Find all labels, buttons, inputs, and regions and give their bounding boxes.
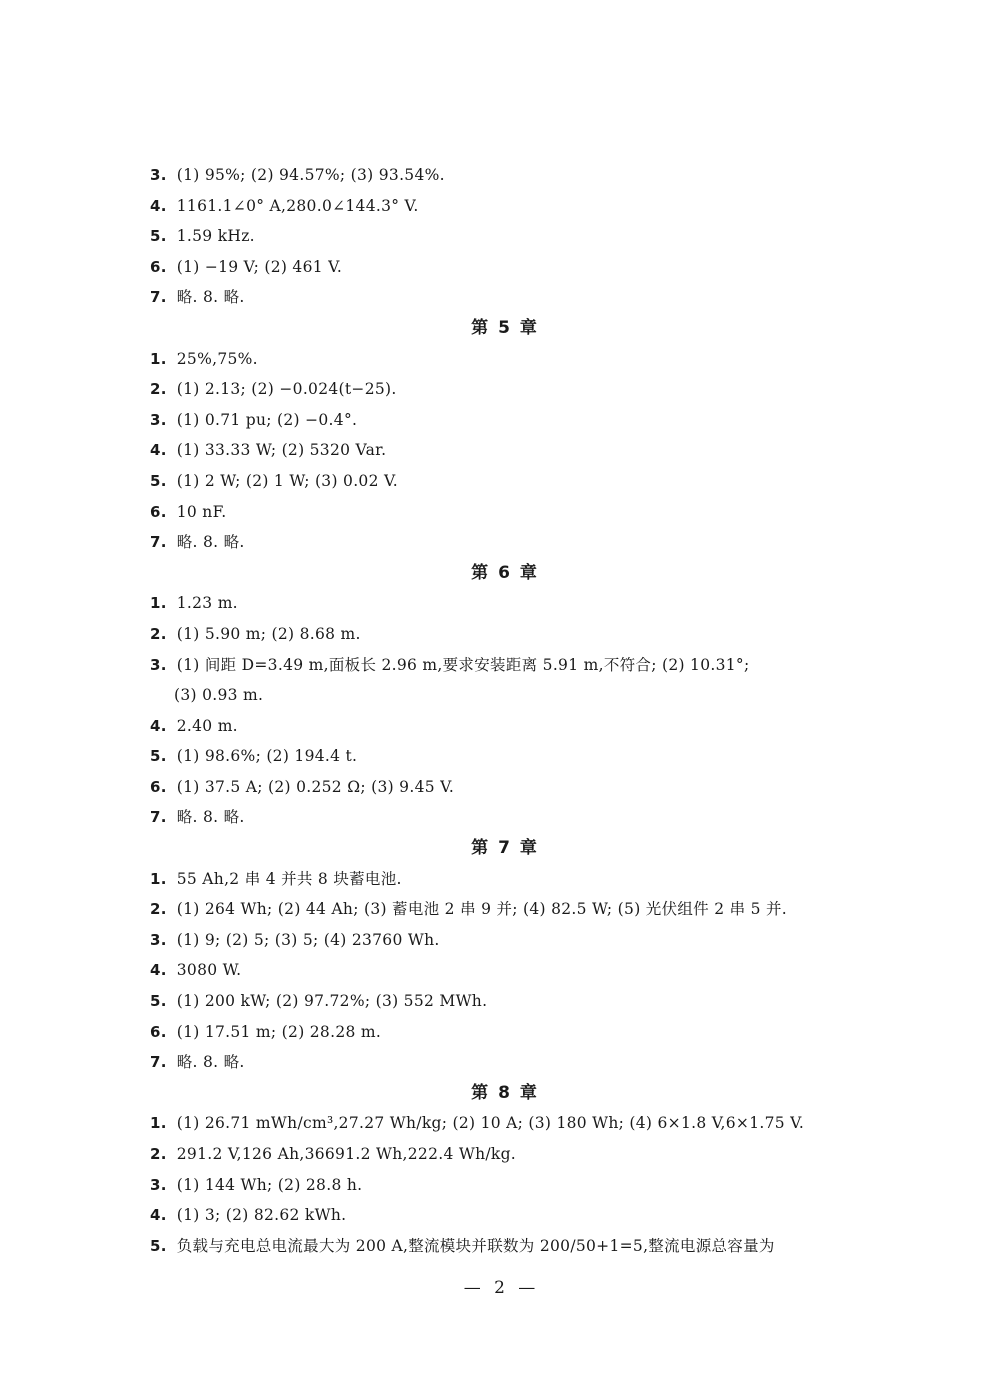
answer-number: 5. (150, 992, 167, 1011)
answer-number: 6. (150, 257, 167, 276)
answer-number: 6. (150, 1022, 167, 1041)
answer-number: 2. (150, 380, 167, 399)
answer-item (150, 497, 860, 528)
answer-number: 2. (150, 624, 167, 643)
answer-text: 略. 8. 略. (176, 1053, 245, 1072)
chapter-heading: 第 7 章 (471, 838, 539, 859)
answer-number: 4. (150, 196, 167, 215)
answer-number: 3. (150, 1175, 167, 1194)
answer-text: 略. 8. 略. (176, 288, 245, 307)
answer-number: 5. (150, 227, 167, 246)
answer-item (150, 282, 860, 313)
answer-item (150, 650, 860, 681)
answer-number: 1. (150, 594, 167, 613)
answer-number: 4. (150, 716, 167, 735)
answer-item (150, 435, 860, 466)
answer-number: 2. (150, 1145, 167, 1163)
answer-item (150, 1139, 860, 1170)
answer-text: 1161.1∠0° A,280.0∠144.3° V. (176, 196, 419, 215)
answer-text: (1) 37.5 A; (2) 0.252 Ω; (3) 9.45 V. (176, 777, 455, 796)
answer-item (150, 1017, 860, 1048)
answer-item (150, 1170, 860, 1201)
answer-item (150, 191, 860, 222)
answer-number: 6. (150, 777, 167, 796)
answer-number: 5. (150, 471, 167, 490)
answer-item (150, 405, 860, 436)
answer-text: (1) 2.13; (2) −0.024(t−25). (176, 380, 397, 399)
answer-number: 6. (150, 502, 167, 521)
answer-text: (1) 9; (2) 5; (3) 5; (4) 23760 Wh. (176, 930, 440, 949)
answer-number: 7. (150, 1053, 167, 1072)
answer-item (150, 955, 860, 986)
answer-item (150, 619, 860, 650)
answer-item (150, 864, 860, 895)
answer-text: 25%,75%. (176, 349, 258, 368)
answer-number: 7. (150, 808, 167, 827)
answer-text: (1) −19 V; (2) 461 V. (176, 257, 343, 276)
answer-text: (1) 98.6%; (2) 194.4 t. (176, 747, 358, 766)
answer-text: (1) 2 W; (2) 1 W; (3) 0.02 V. (176, 471, 398, 490)
answer-number: 7. (150, 288, 167, 307)
answer-text: 略. 8. 略. (176, 808, 245, 827)
page-number: — 2 — (463, 1278, 540, 1298)
answer-text: (1) 264 Wh; (2) 44 Ah; (3) 蓄电池 2 串 9 并; (4) 82.5 W; (5) 光伏组件 2 串 5 并. (176, 900, 788, 919)
answer-text: (1) 0.71 pu; (2) −0.4°. (176, 410, 358, 429)
answer-number: 4. (150, 441, 167, 460)
answer-number: 1. (150, 349, 167, 368)
answer-item (150, 527, 860, 558)
chapter-heading: 第 6 章 (471, 562, 539, 583)
answer-number: 3. (150, 930, 167, 949)
answer-number: 4. (150, 961, 167, 980)
answer-number: 7. (150, 533, 167, 552)
answer-item (150, 160, 860, 191)
answer-item (150, 772, 860, 803)
answer-number: 1. (150, 1114, 167, 1133)
answer-item (150, 221, 860, 252)
answer-item (150, 1200, 860, 1231)
answer-item (150, 986, 860, 1017)
answer-item (150, 711, 860, 742)
answer-item (150, 466, 860, 497)
answer-item (150, 374, 860, 405)
answer-number: 3. (150, 410, 167, 429)
answer-text: (1) 26.71 mWh/cm³,27.27 Wh/kg; (2) 10 A; (3) 180 Wh; (4) 6×1.8 V,6×1.75 V. (176, 1114, 805, 1133)
answer-item (150, 802, 860, 833)
answer-text: (1) 17.51 m; (2) 28.28 m. (176, 1022, 382, 1041)
answer-number: 5. (150, 747, 167, 766)
chapter-heading: 第 8 章 (471, 1082, 539, 1103)
answer-item (150, 1231, 860, 1262)
answer-text: (1) 95%; (2) 94.57%; (3) 93.54%. (176, 166, 445, 184)
answer-text: 10 nF. (176, 502, 227, 521)
answer-text: 291.2 V,126 Ah,36691.2 Wh,222.4 Wh/kg. (176, 1145, 517, 1163)
answer-number: 5. (150, 1236, 167, 1255)
answer-item (150, 1108, 860, 1139)
answer-number: 2. (150, 900, 167, 919)
answer-item (150, 741, 860, 772)
answer-list (150, 160, 860, 1261)
chapter-heading: 第 5 章 (471, 317, 539, 338)
answer-item (150, 1047, 860, 1078)
answer-text: (1) 间距 D=3.49 m,面板长 2.96 m,要求安装距离 5.91 m,不符合; (2) 10.31°; (176, 655, 750, 674)
answer-text: (1) 3; (2) 82.62 kWh. (176, 1206, 347, 1225)
answer-text: 2.40 m. (176, 716, 238, 735)
answer-text: (1) 144 Wh; (2) 28.8 h. (176, 1175, 363, 1194)
answer-number: 1. (150, 869, 167, 888)
answer-continuation: (3) 0.93 m. (174, 686, 264, 705)
answer-item (150, 925, 860, 956)
answer-text: 3080 W. (176, 961, 242, 980)
answer-number: 3. (150, 655, 167, 674)
answer-number: 3. (150, 166, 167, 184)
answer-text: 55 Ah,2 串 4 并共 8 块蓄电池. (176, 869, 402, 888)
answer-item (150, 252, 860, 283)
answer-item (150, 588, 860, 619)
answer-item (150, 894, 860, 925)
answer-text: 1.59 kHz. (176, 227, 255, 246)
answer-text: 略. 8. 略. (176, 533, 245, 552)
answer-text: 1.23 m. (176, 594, 238, 613)
answer-item (150, 344, 860, 375)
answer-text: (1) 5.90 m; (2) 8.68 m. (176, 624, 361, 643)
answer-text: 负载与充电总电流最大为 200 A,整流模块并联数为 200/50+1=5,整流电源总容量为 (176, 1236, 775, 1255)
answer-text: (1) 200 kW; (2) 97.72%; (3) 552 MWh. (176, 992, 488, 1011)
answer-text: (1) 33.33 W; (2) 5320 Var. (176, 441, 387, 460)
answer-number: 4. (150, 1206, 167, 1225)
